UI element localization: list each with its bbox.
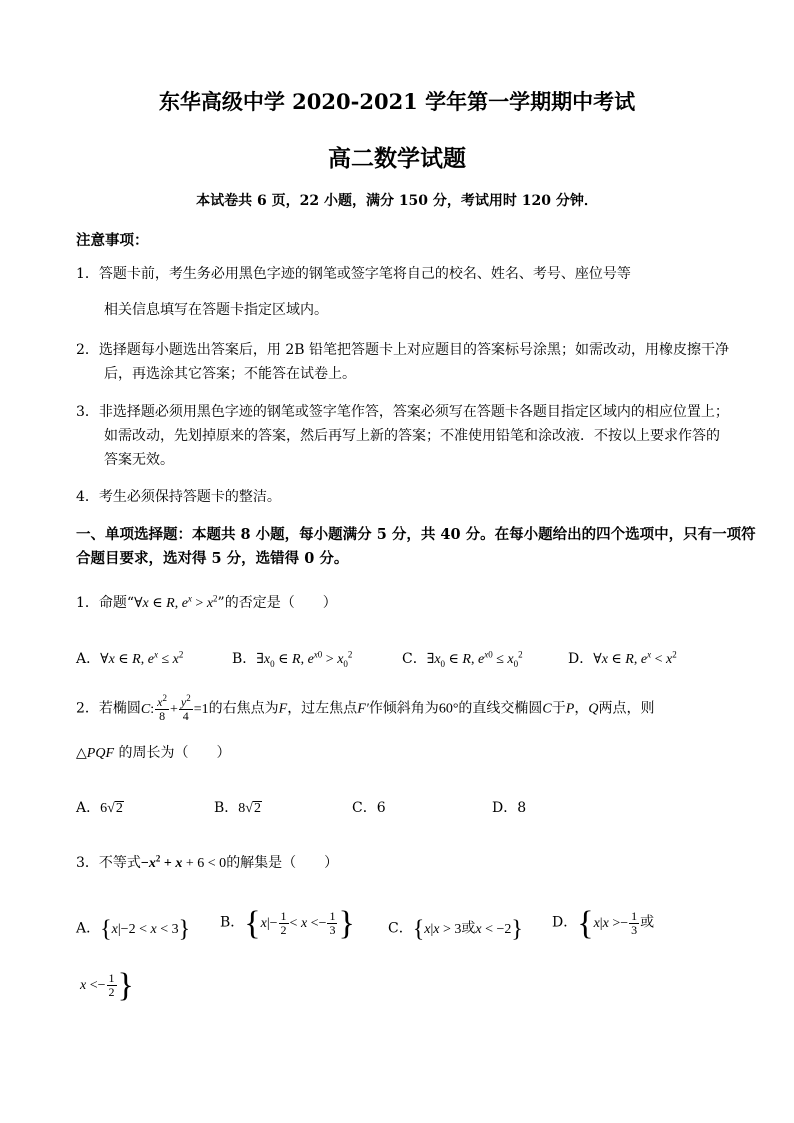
section-heading-line2: 合题目要求，选对得 5 分，选错得 0 分。	[76, 550, 349, 567]
notice-item-4: 4．考生必须保持答题卡的整洁。	[76, 489, 281, 505]
q2-b-label: B．	[214, 800, 239, 816]
q3-option-a: A．{x|−2 < x < 3}	[76, 916, 191, 942]
q3-c-or: 或	[461, 920, 476, 937]
notice-item-2: 2．选择题每小题选出答案后，用 2B 铅笔把答题卡上对应题目的答案标号涂黑；如需改动，用橡皮擦干净	[76, 342, 730, 358]
q2-option-a: A．6√2	[76, 800, 123, 816]
q2-mid4: 的直线交椭圆	[458, 700, 543, 717]
q3-d-label: D．	[552, 914, 578, 931]
q1-option-d: D．∀x ∈ R, $e^x < x^2$	[568, 649, 677, 667]
notice-item-3-cont1: 如需改动，先划掉原来的答案，然后再写上新的答案；不准使用铅笔和涂改液．不按以上要求作答的	[104, 428, 720, 444]
q1-formula: ∀x ∈ R, $e^x > x^2$	[134, 593, 218, 611]
notice-item-2-cont: 后，再选涂其它答案；不能答在试卷上。	[104, 366, 356, 382]
question-2-stem-line2: △PQF 的周长为（ ）	[76, 745, 231, 761]
notice-item-1-cont: 相关信息填写在答题卡指定区域内。	[104, 302, 328, 318]
q2-prefix: 2．若椭圆	[76, 700, 141, 717]
q1-prefix: 1．命题“	[76, 595, 135, 611]
q2-a-label: A．	[76, 800, 101, 816]
q2-option-b: B．8√2	[214, 800, 261, 816]
question-2-stem: 2．若椭圆C: $\frac{x^2}{8}$ + $\frac{y^2}{4}$ =1的右焦点为F，过左焦点F′作倾斜角为60°的直线交椭圆C于P，Q两点，则	[76, 693, 655, 723]
notice-heading: 注意事项：	[76, 232, 149, 249]
school-title: 东华高级中学 2020-2021 学年第一学期期中考试	[158, 89, 636, 114]
q2-mid5: 于	[551, 700, 566, 717]
subject-title: 高二数学试题	[328, 145, 466, 172]
question-1-stem	[76, 592, 337, 612]
q3-b-label: B．	[220, 914, 245, 931]
q1-b-label: B．	[232, 651, 257, 667]
q3-option-b: B．{x|− $\frac{1}{2}$ < x <− $\frac{1}{3}$ }	[220, 904, 355, 942]
q2-mid2: ，过左焦点	[287, 700, 358, 717]
q1-a-label: A．	[76, 651, 101, 667]
question-3-stem: 3．不等式$-x^2 + x + 6 < 0$的解集是（ ）	[76, 853, 339, 871]
q2-line2-suffix: 的周长为（ ）	[118, 745, 231, 761]
q3-option-c: C．{x|x > 3或x < −2}	[388, 916, 523, 942]
q2-option-d: D．8	[492, 800, 527, 816]
q1-c-label: C．	[402, 651, 427, 667]
q1-option-a: A．∀x ∈ R, $e^x \le x^2$	[76, 649, 184, 667]
notice-item-3-cont2: 答案无效。	[104, 452, 174, 468]
q2-mid6: 两点，则	[598, 700, 655, 717]
section-heading-line1: 一、单项选择题：本题共 8 小题，每小题满分 5 分，共 40 分。在每小题给出的四个选项中，只有一项符	[76, 526, 756, 543]
q3-d-or: 或	[640, 914, 655, 931]
q3-suffix: 的解集是（ ）	[226, 855, 339, 871]
q1-suffix: ”的否定是（ ）	[217, 595, 337, 611]
exam-info: 本试卷共 6 页，22 小题，满分 150 分，考试用时 120 分钟．	[196, 193, 598, 209]
q3-c-label: C．	[388, 920, 413, 937]
q2-option-c: C．6	[352, 800, 386, 816]
q3-a-label: A．	[76, 920, 101, 937]
q1-d-label: D．	[568, 651, 594, 667]
q2-mid1: 的右焦点为	[208, 700, 279, 717]
q3-option-d-cont: x <− $\frac{1}{2}$ }	[80, 966, 134, 1004]
q1-option-c: C．$\exists x_0$ ∈ R, $e^{x0} \le x_0^2$	[402, 649, 523, 669]
q1-option-b: B．$\exists x_0$ ∈ R, $e^{x0} > x_0^2$	[232, 649, 353, 669]
notice-item-3: 3．非选择题必须用黑色字迹的钢笔或签字笔作答，答案必须写在答题卡各题目指定区域内的相应位置上；	[76, 404, 729, 420]
q3-option-d: D．{x|x >− $\frac{1}{3}$ 或	[552, 904, 655, 942]
notice-item-1: 1．答题卡前，考生务必用黑色字迹的钢笔或签字笔将自己的校名、姓名、考号、座位号等	[76, 266, 631, 282]
q2-mid3: 作倾斜角为	[368, 700, 439, 717]
q3-prefix: 3．不等式	[76, 855, 141, 871]
